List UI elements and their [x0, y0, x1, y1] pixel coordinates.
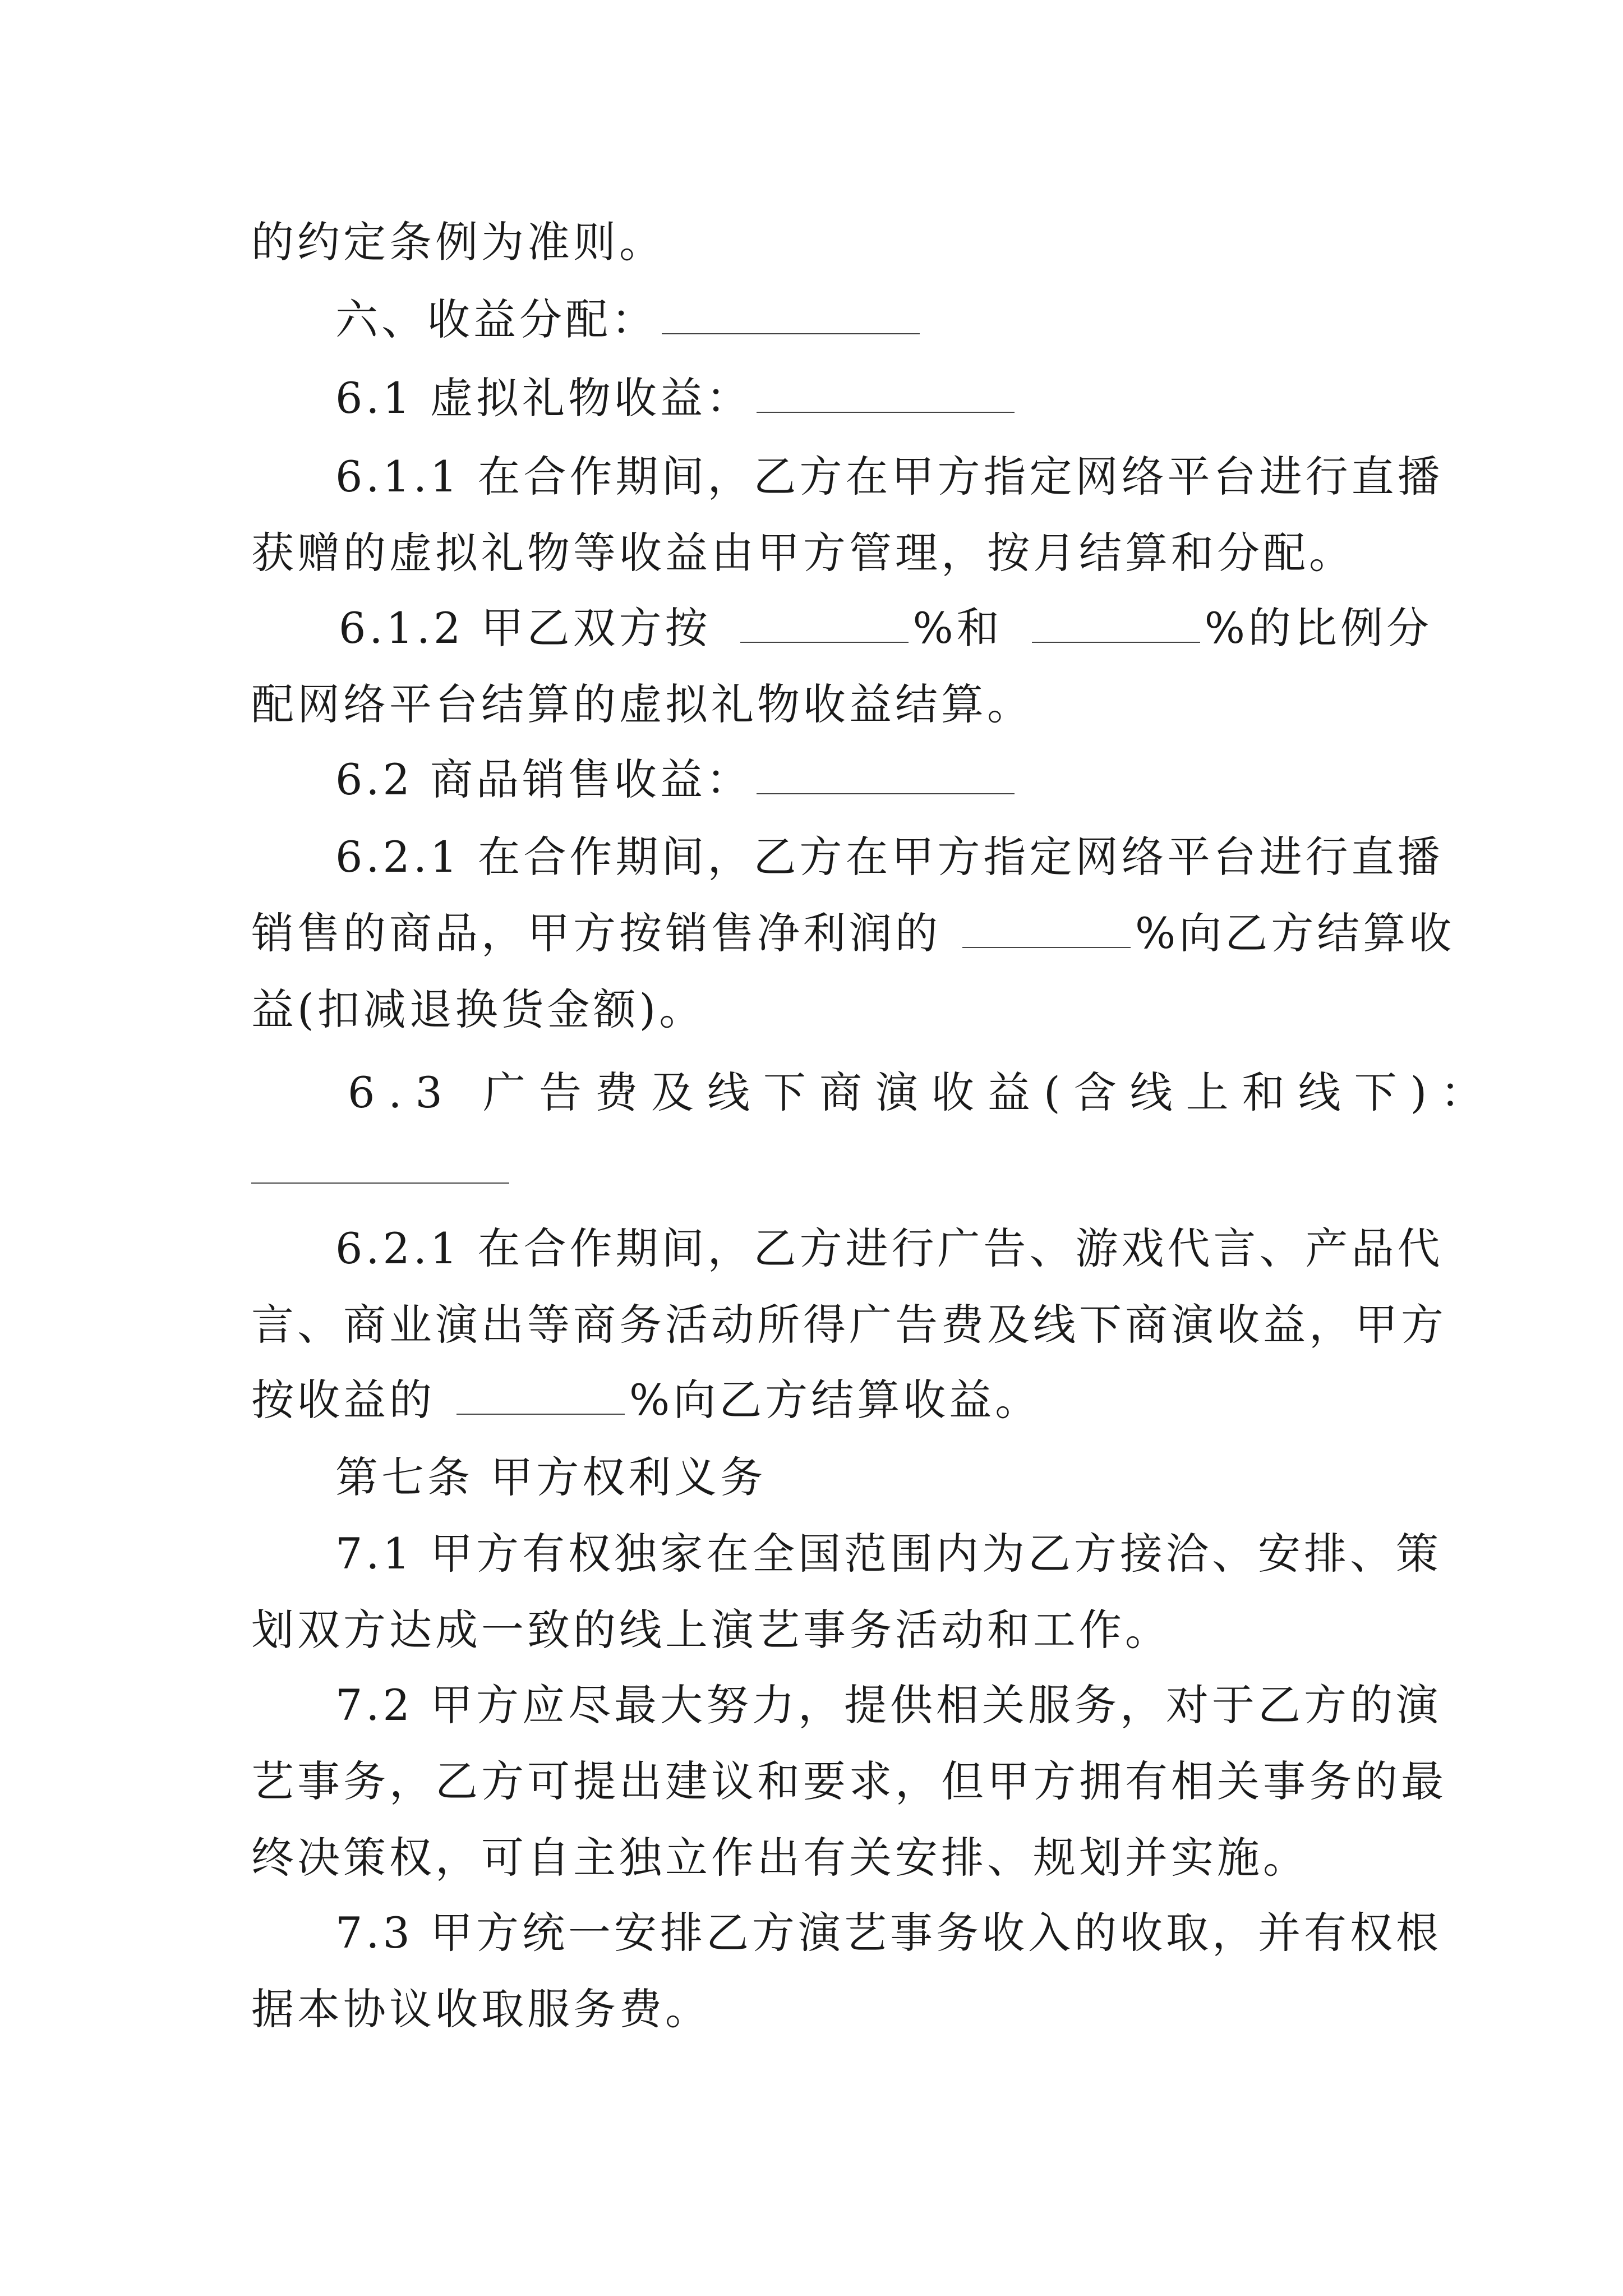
- fill-blank: [457, 1414, 625, 1415]
- article-7-title: 第七条 甲方权利义务: [335, 1452, 767, 1502]
- paragraph-line: 益(扣减退换货金额)。: [251, 984, 706, 1034]
- clause-text: 6.1.2 甲乙双方按: [339, 603, 711, 653]
- fill-blank: [662, 333, 920, 334]
- clause-text: %的比例分: [1204, 603, 1432, 653]
- section-6-title: [335, 292, 924, 348]
- paragraph-line: 7.1 甲方有权独家在全国范围内为乙方接洽、安排、策: [335, 1529, 1442, 1579]
- paragraph-line: 7.3 甲方统一安排乙方演艺事务收入的收取，并有权根: [335, 1908, 1442, 1958]
- paragraph-line: 艺事务，乙方可提出建议和要求，但甲方拥有相关事务的最: [251, 1756, 1447, 1806]
- clause-text: %向乙方结算收: [1135, 908, 1455, 958]
- clause-text: %向乙方结算收益。: [629, 1375, 1041, 1425]
- paragraph-line: 配网络平台结算的虚拟礼物收益结算。: [251, 679, 1033, 729]
- paragraph-line: 划双方达成一致的线上演艺事务活动和工作。: [251, 1605, 1171, 1655]
- clause-6-1-2: [339, 600, 1432, 656]
- clause-6-2-1-line2: [251, 905, 1455, 961]
- paragraph-line: 获赠的虚拟礼物等收益由甲方管理，按月结算和分配。: [251, 528, 1355, 578]
- paragraph-line: 6.2.1 在合作期间，乙方进行广告、游戏代言、产品代: [335, 1223, 1444, 1273]
- fill-blank: [1032, 642, 1200, 643]
- paragraph-line: 据本协议收取服务费。: [251, 1984, 711, 2034]
- paragraph-line: 6.2.1 在合作期间，乙方在甲方指定网络平台进行直播: [335, 832, 1444, 882]
- fill-blank: [757, 412, 1015, 413]
- clause-text: %和: [912, 603, 1003, 653]
- paragraph-line: 的约定条例为准则。: [251, 217, 665, 267]
- section-6-1-title: [335, 370, 1019, 426]
- fill-blank: [740, 642, 909, 643]
- clause-text: 销售的商品，甲方按销售净利润的: [251, 908, 941, 958]
- paragraph-line: 终决策权，可自主独立作出有关安排、规划并实施。: [251, 1833, 1309, 1883]
- fill-blank: [251, 1182, 509, 1184]
- paragraph-line: 7.2 甲方应尽最大努力，提供相关服务，对于乙方的演: [335, 1680, 1442, 1730]
- section-6-2-title: [335, 752, 1019, 808]
- paragraph-line: 6.1.1 在合作期间，乙方在甲方指定网络平台进行直播: [335, 452, 1444, 501]
- fill-blank: [962, 947, 1131, 948]
- fill-blank: [757, 793, 1015, 794]
- paragraph-line: 言、商业演出等商务活动所得广告费及线下商演收益，甲方: [251, 1300, 1447, 1350]
- clause-6-3-line3: [251, 1372, 1041, 1428]
- section-6-1-label: 6.1 虚拟礼物收益：: [335, 373, 753, 423]
- section-6-2-label: 6.2 商品销售收益：: [335, 754, 753, 804]
- section-6-3-title: 6.3 广告费及线下商演收益(含线上和线下)：: [348, 1068, 1497, 1117]
- section-6-label: 六、收益分配：: [335, 295, 657, 344]
- clause-text: 按收益的: [251, 1375, 435, 1425]
